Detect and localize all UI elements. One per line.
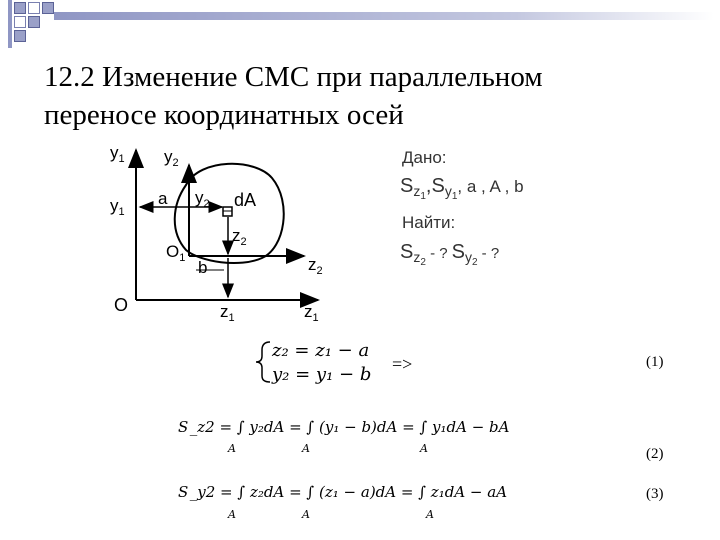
label-b: b	[198, 258, 208, 277]
label-O: O	[114, 295, 129, 315]
label-z2-inner: $z_2$	[232, 226, 247, 248]
system-brace	[256, 342, 270, 382]
find-values: $S_z2$ - ? $S_y2$ - ?	[400, 241, 500, 268]
label-y2-top: $y_2$	[164, 147, 179, 169]
system-arrow: =>	[392, 354, 413, 374]
label-y2-inner: $y_2$	[195, 188, 210, 210]
given-values: $S_z1,S_y1^{, a , A , b}$	[400, 175, 524, 202]
find-heading: Найти:	[402, 213, 456, 232]
formula-3: S _y2 = ∫ z₂dA = ∫ (z₁ − a)dA = ∫ z₁dA − aA	[178, 483, 508, 501]
page-title-line2: переносе координатных осей	[44, 99, 404, 131]
label-y1-mid: $y_1$	[110, 196, 125, 218]
label-z2-axis: $z_2$	[308, 255, 323, 277]
system-eq1: z₂ = z₁ − a	[272, 340, 370, 361]
page-title-line1: 12.2 Изменение СМС при параллельном	[44, 61, 543, 93]
equation-number-2: (2)	[646, 446, 664, 462]
label-dA: dA	[234, 190, 257, 210]
label-O1: $O_1$	[166, 242, 186, 264]
label-a: a	[158, 189, 168, 208]
integral-limit: A	[302, 508, 310, 521]
integral-limit: A	[302, 442, 310, 455]
integral-limit: A	[420, 442, 428, 455]
given-heading: Дано:	[402, 148, 447, 167]
integral-limit: A	[426, 508, 434, 521]
integral-limit: A	[228, 442, 236, 455]
label-y1-top: $y_1$	[110, 143, 125, 165]
system-eq2: y₂ = y₁ − b	[272, 364, 372, 385]
formula-2: S _z2 = ∫ y₂dA = ∫ (y₁ − b)dA = ∫ y₁dA − bA	[178, 418, 510, 436]
equation-number-1: (1)	[646, 354, 664, 370]
area-outline	[175, 164, 284, 263]
integral-limit: A	[228, 508, 236, 521]
equation-number-3: (3)	[646, 486, 664, 502]
label-z1-bottom: $z_1$	[220, 302, 235, 324]
label-z1-axis: $z_1$	[304, 302, 319, 324]
